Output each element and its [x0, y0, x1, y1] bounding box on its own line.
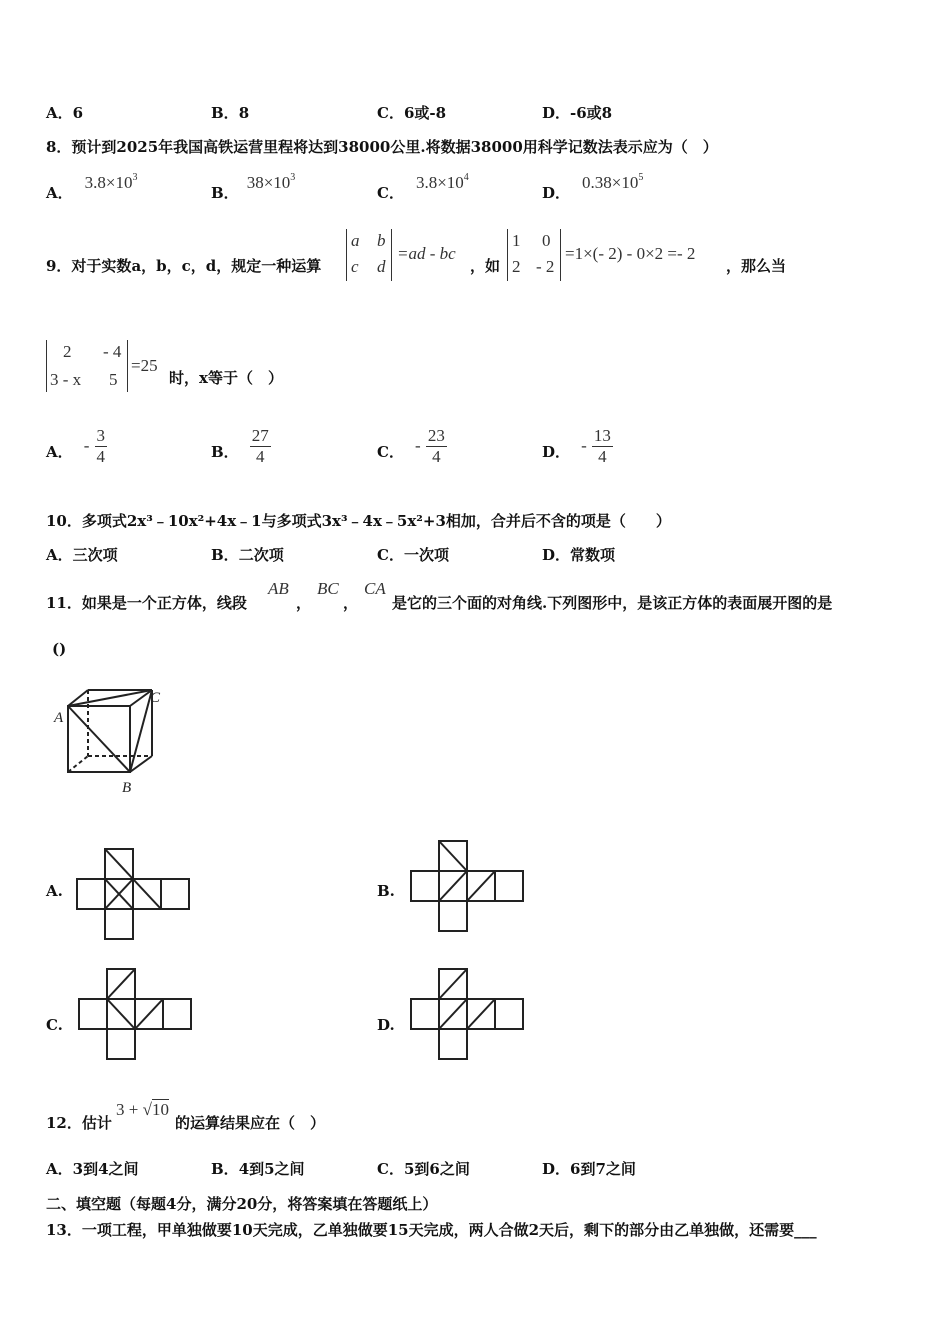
q10-stem: 10．多项式2x³﹣10x²+4x﹣1与多项式3x³﹣4x﹣5x²+3相加，合并后不含的项是（ ）: [46, 512, 671, 530]
q12-option-b: B．4到5之间: [211, 1160, 305, 1178]
q9-stem-suffix: ，那么当: [726, 257, 787, 275]
net-option-a: [74, 846, 194, 942]
q13-stem: 13．一项工程，甲单独做要10天完成，乙单独做要15天完成，两人合做2天后，剩下的部分由乙单独做，还需要___: [46, 1221, 817, 1239]
q8-option-a: A．$3.8\times 10^3$: [46, 172, 138, 202]
diagonal-ab: [68, 706, 130, 772]
q9-example-matrix: 1 0 2 - 2: [507, 229, 561, 281]
q11-stem-prefix: 11．如果是一个正方体，线段: [46, 594, 247, 612]
sqrt-icon: √: [142, 1100, 152, 1119]
q12-stem-suffix: 的运算结果应在（ ）: [175, 1114, 326, 1132]
q8-option-c: C．$3.8\times 10^4$: [377, 172, 469, 202]
q7-option-d: D．-6或8: [542, 104, 613, 122]
q12-expression: 3 + √10: [116, 1100, 169, 1119]
q7-option-b: B．8: [211, 104, 250, 122]
q11-sep2: ，: [343, 594, 359, 612]
section2-heading: 二、填空题（每题4分，满分20分，将答案填在答题纸上）: [46, 1195, 438, 1213]
q10-option-d: D．常数项: [542, 546, 616, 564]
q9-condition-matrix: 2 - 4 3 - x 5: [46, 340, 128, 392]
q11-sep1: ，: [296, 594, 312, 612]
q11-option-a-label: A.: [46, 882, 63, 900]
q10-option-b: B．二次项: [211, 546, 284, 564]
q9-condition-result: =25: [131, 356, 158, 375]
q9-option-c: C． - $\frac{23}{4}$: [377, 426, 445, 466]
q9-condition-suffix: 时，x等于（ ）: [169, 369, 283, 387]
q8-stem: 8．预计到2025年我国高铁运营里程将达到38000公里.将数据38000用科学记数法表示应为（ ）: [46, 138, 718, 156]
net-option-d: [408, 966, 530, 1064]
q9-option-b: B． $\frac{27}{4}$: [211, 426, 269, 466]
net-option-c: [76, 966, 198, 1064]
q9-stem-prefix: 9．对于实数a，b，c，d，规定一种运算: [46, 257, 322, 275]
q12-option-d: D．6到7之间: [542, 1160, 636, 1178]
q7-option-a: A．6: [46, 104, 84, 122]
q12-option-a: A．3到4之间: [46, 1160, 139, 1178]
q10-option-c: C．一次项: [377, 546, 449, 564]
q11-seg-ca: CA: [364, 579, 386, 598]
q9-def-result: =ad - bc: [397, 244, 456, 263]
q11-option-c-label: C.: [46, 1016, 63, 1034]
q9-option-a: A． - $\frac{3}{4}$: [46, 426, 105, 466]
q11-stem-suffix: 是它的三个面的对角线.下列图形中，是该正方体的表面展开图的是: [392, 594, 833, 612]
q9-option-d: D． - $\frac{13}{4}$: [542, 426, 611, 466]
q11-paren: (): [52, 640, 67, 658]
q11-seg-bc: BC: [317, 579, 339, 598]
q12-option-c: C．5到6之间: [377, 1160, 470, 1178]
q8-option-d: D．$0.38\times 10^5$: [542, 172, 644, 202]
q8-option-b: B．$38\times 10^3$: [211, 172, 296, 202]
q7-option-c: C．6或-8: [377, 104, 447, 122]
q11-option-d-label: D.: [377, 1016, 395, 1034]
q9-example-word: ，如: [470, 257, 501, 275]
q9-example-result: =1×(- 2) - 0×2 =- 2: [565, 244, 696, 263]
q10-option-a: A．三次项: [46, 546, 118, 564]
q9-def-matrix: a b c d: [346, 229, 392, 281]
q11-seg-ab: AB: [268, 579, 289, 598]
cube-label-b: B: [122, 780, 132, 796]
cube-label-a: A: [54, 710, 64, 726]
cube-figure: [44, 682, 174, 800]
net-option-b: [408, 838, 530, 938]
diagonal-bc: [130, 690, 152, 772]
q11-option-b-label: B.: [377, 882, 395, 900]
cube-label-c: C: [150, 690, 161, 706]
q12-stem-prefix: 12．估计: [46, 1114, 112, 1132]
